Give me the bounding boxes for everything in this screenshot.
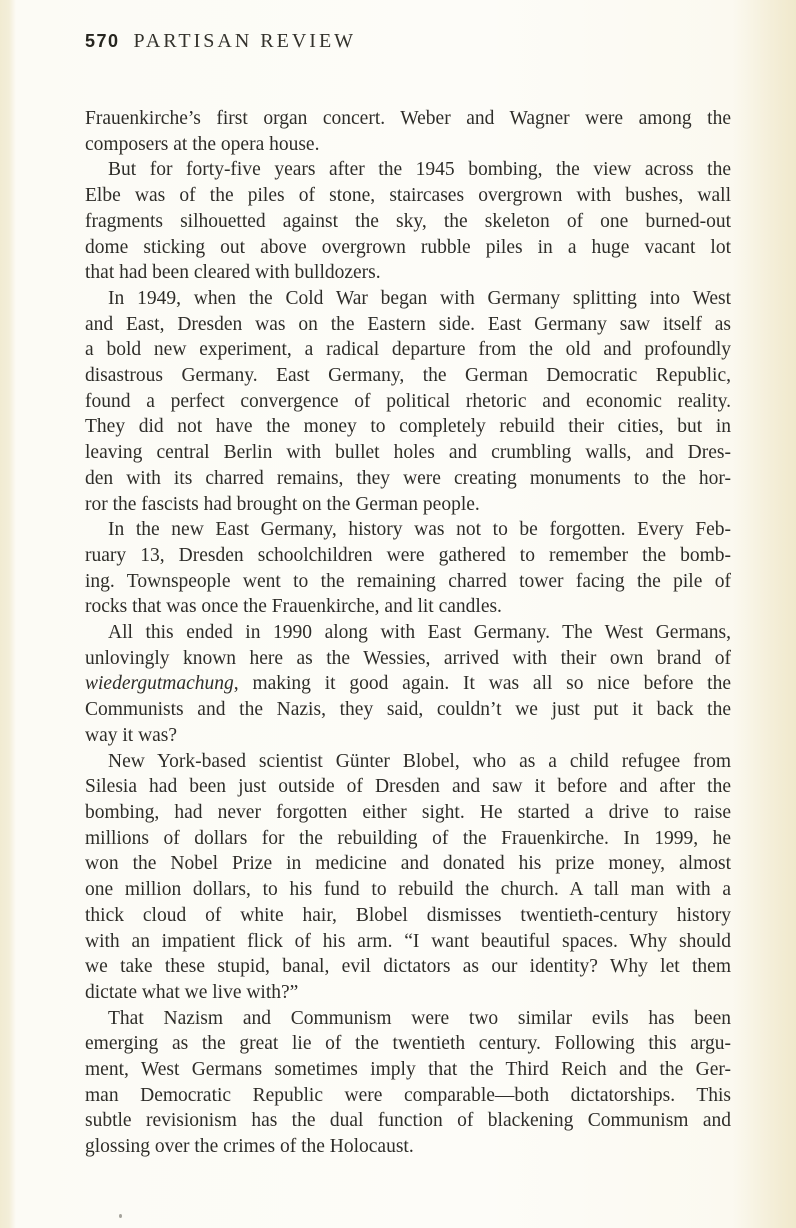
text-line: composers at the opera house. (85, 133, 320, 155)
journal-title: PARTISAN REVIEW (133, 30, 357, 52)
text-line: bombing, had never forgotten either sight. He started a drive to raise (85, 801, 731, 823)
text-line: That Nazism and Communism were two similar evils has been (108, 1007, 731, 1029)
text-line: In the new East Germany, history was not to be forgotten. Every Feb- (108, 519, 731, 541)
text-line: wiedergutmachung, making it good again. It was all so nice before the (85, 673, 731, 695)
text-line: In 1949, when the Cold War began with Germany splitting into West (108, 287, 731, 309)
text-line: den with its charred remains, they were creating monuments to the hor- (85, 467, 731, 489)
text-line: glossing over the crimes of the Holocaust. (85, 1136, 414, 1158)
text-line: ment, West Germans sometimes imply that the Third Reich and the Ger- (85, 1059, 731, 1081)
text-line: They did not have the money to completely rebuild their cities, but in (85, 416, 731, 438)
text-line: ruary 13, Dresden schoolchildren were gathered to remember the bomb- (85, 544, 731, 566)
text-line: thick cloud of white hair, Blobel dismisses twentieth-century history (85, 904, 731, 926)
paragraph (85, 1006, 731, 1160)
scan-artifact-dot (119, 1214, 122, 1218)
paragraph (85, 620, 731, 749)
text-line: fragments silhouetted against the sky, the skeleton of one burned-out (85, 210, 731, 232)
text-line: All this ended in 1990 along with East Germany. The West Germans, (108, 622, 731, 644)
paragraph (85, 517, 731, 620)
text-line: New York-based scientist Günter Blobel, who as a child refugee from (108, 750, 731, 772)
paragraph (85, 749, 731, 1006)
paragraph (85, 157, 731, 286)
paragraph (85, 286, 731, 517)
text-line: Frauenkirche’s first organ concert. Weber and Wagner were among the (85, 108, 731, 129)
text-line: that had been cleared with bulldozers. (85, 262, 381, 284)
text-line: with an impatient flick of his arm. “I want beautiful spaces. Why should (85, 930, 731, 952)
body-text-block (85, 106, 731, 1160)
text-line: won the Nobel Prize in medicine and donated his prize money, almost (85, 853, 731, 875)
text-line: we take these stupid, banal, evil dictators as our identity? Why let them (85, 956, 731, 978)
text-line: a bold new experiment, a radical departure from the old and profoundly (85, 339, 731, 361)
text-line: man Democratic Republic were comparable—both dictatorships. This (85, 1084, 731, 1106)
text-line: dictate what we live with?” (85, 981, 299, 1003)
text-line: ror the fascists had brought on the German people. (85, 493, 480, 515)
text-line: emerging as the great lie of the twentieth century. Following this argu- (85, 1033, 731, 1055)
text-line: disastrous Germany. East Germany, the German Democratic Republic, (85, 365, 731, 387)
text-line: and East, Dresden was on the Eastern side. East Germany saw itself as (85, 313, 731, 335)
page-number: 570 (85, 31, 120, 51)
paragraph (85, 106, 731, 157)
text-line: Elbe was of the piles of stone, staircases overgrown with bushes, wall (85, 185, 731, 207)
text-line: rocks that was once the Frauenkirche, and lit candles. (85, 596, 502, 618)
text-line: way it was? (85, 724, 178, 746)
text-line: found a perfect convergence of political rhetoric and economic reality. (85, 390, 731, 412)
text-line: But for forty-five years after the 1945 bombing, the view across the (108, 159, 731, 181)
page-header (85, 30, 356, 53)
text-line: millions of dollars for the rebuilding of the Frauenkirche. In 1999, he (85, 827, 731, 849)
text-line: ing. Townspeople went to the remaining charred tower facing the pile of (85, 570, 731, 592)
text-line: leaving central Berlin with bullet holes and crumbling walls, and Dres- (85, 442, 731, 464)
text-line: unlovingly known here as the Wessies, arrived with their own brand of (85, 647, 731, 669)
text-line: one million dollars, to his fund to rebuild the church. A tall man with a (85, 879, 731, 901)
text-line: dome sticking out above overgrown rubble piles in a huge vacant lot (85, 236, 731, 258)
text-line: Silesia had been just outside of Dresden and saw it before and after the (85, 776, 731, 798)
text-line: Communists and the Nazis, they said, couldn’t we just put it back the (85, 699, 731, 721)
text-line: subtle revisionism has the dual function of blackening Communism and (85, 1110, 731, 1132)
